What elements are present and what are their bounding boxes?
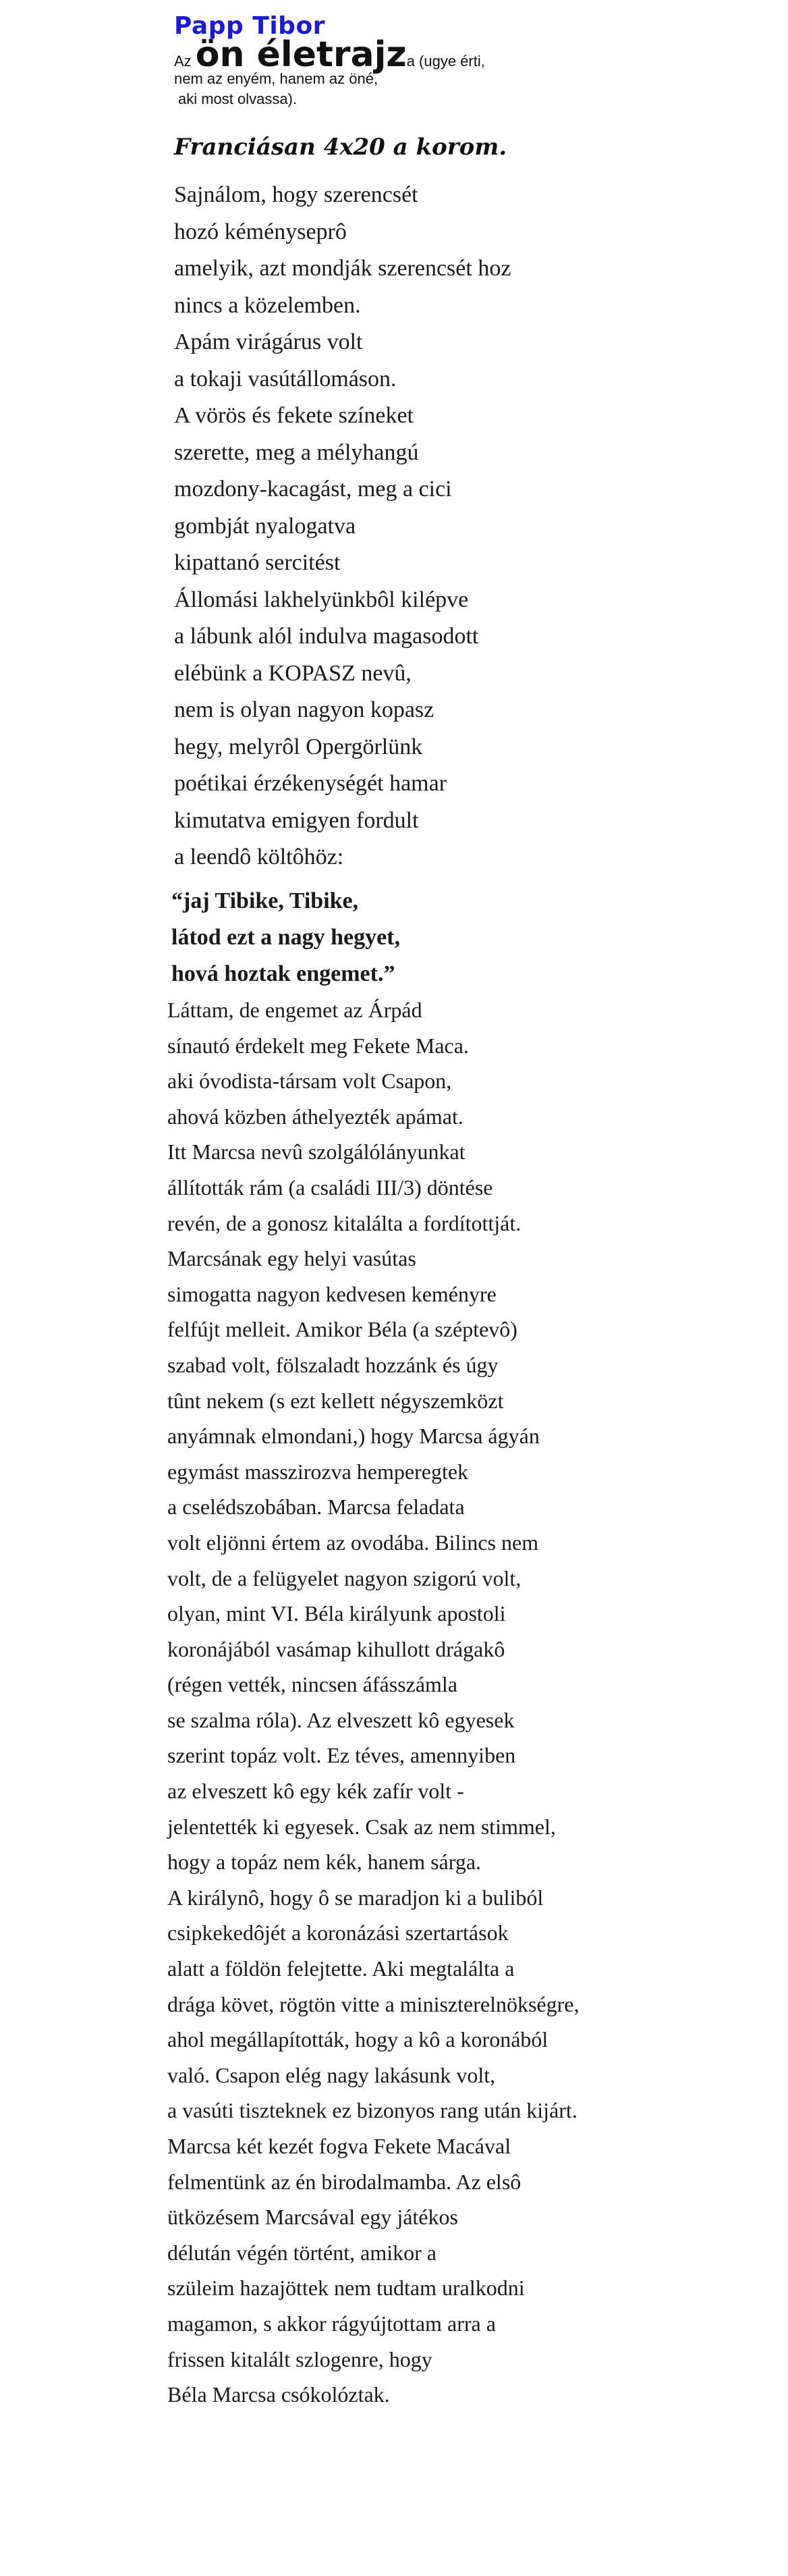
author-name: Papp Tibor [174, 12, 325, 40]
subtitle-line-3: aki most olvassa). [178, 90, 298, 107]
poem-line: Sajnálom, hogy szerencsét [174, 182, 418, 207]
subtitle-line-2: nem az enyém, hanem az öné, [174, 70, 378, 87]
poem-line: olyan, mint VI. Béla királyunk apostoli [167, 1601, 506, 1626]
poem-line: volt, de a felügyelet nagyon szigorú volt, [167, 1565, 522, 1590]
subtitle-prefix: Az [174, 53, 196, 70]
subtitle-line-1 [174, 34, 579, 75]
poem-line: magamon, s akkor rágyújtottam arra a [167, 2311, 496, 2336]
poem-line: nincs a közelemben. [174, 292, 361, 318]
poem-line: hegy, melyrôl Opergörlünk [174, 734, 423, 759]
poem-line: kimutatva emigyen fordult [174, 807, 419, 833]
poem-line: hová hoztak engemet.” [171, 961, 395, 986]
poem-line: poétikai érzékenységét hamar [174, 771, 447, 796]
stanza-1 [174, 177, 511, 876]
poem-line: elébünk a KOPASZ nevû, [174, 660, 412, 686]
poem-line: drága követ, rögtön vitte a miniszterelnökségre, [167, 1991, 580, 2016]
poem-line: “jaj Tibike, Tibike, [171, 888, 359, 913]
poem-line: a tokaji vasútállomáson. [174, 366, 397, 392]
poem-line: szabad volt, fölszaladt hozzánk és úgy [167, 1352, 499, 1377]
poem-line: ahová közben áthelyezték apámat. [167, 1104, 463, 1129]
poem-line: Marcsának egy helyi vasútas [167, 1246, 416, 1271]
poem-line: mozdony-kacagást, meg a cici [174, 477, 452, 502]
poem-line: (régen vették, nincsen áfásszámla [167, 1672, 458, 1697]
poem-line: revén, de a gonosz kitalálta a fordítottját. [167, 1210, 522, 1235]
poem-line: ütközésem Marcsával egy játékos [167, 2205, 458, 2230]
poem-line: simogatta nagyon kedvesen keményre [167, 1281, 497, 1306]
poem-line: a cselédszobában. Marcsa feladata [167, 1495, 465, 1520]
poem-line: hogy a topáz nem kék, hanem sárga. [167, 1850, 482, 1875]
poem-line: gombját nyalogatva [174, 513, 356, 539]
poem-line: Itt Marcsa nevû szolgálólányunkat [167, 1139, 466, 1164]
poem-line: aki óvodista-társam volt Csapon, [167, 1069, 452, 1094]
poem-line: anyámnak elmondani,) hogy Marcsa ágyán [167, 1424, 540, 1449]
poem-line: csipkekedôjét a koronázási szertartások [167, 1921, 509, 1946]
poem-line: szüleim hazajöttek nem tudtam uralkodni [167, 2276, 525, 2301]
poem-line: amelyik, azt mondják szerencsét hoz [174, 256, 511, 281]
poem-line: koronájából vasámap kihullott drágakô [167, 1636, 505, 1661]
poem-line: Állomási lakhelyünkbôl kilépve [174, 587, 469, 612]
poem-line: A királynô, hogy ô se maradjon ki a buliból [167, 1885, 544, 1910]
poem-line: hozó kéményseprô [174, 219, 347, 244]
poem-line: szerint topáz volt. Ez téves, amennyiben [167, 1743, 516, 1768]
subtitle [174, 34, 579, 109]
poem-line: se szalma róla). Az elveszett kô egyesek [167, 1707, 515, 1732]
poem-line: Béla Marcsa csókolóztak. [167, 2382, 390, 2407]
poem-line: Marcsa két kezét fogva Fekete Macával [167, 2134, 511, 2158]
poem-line: látod ezt a nagy hegyet, [171, 925, 401, 950]
subtitle-suffix: a (ugye érti, [406, 53, 485, 70]
poem-line: nem is olyan nagyon kopasz [174, 697, 434, 722]
poem-line: az elveszett kô egy kék zafír volt - [167, 1779, 464, 1804]
poem-line: volt eljönni értem az ovodába. Bilincs nem [167, 1530, 539, 1555]
poem-line: állították rám (a családi III/3) döntése [167, 1175, 493, 1200]
stanza-2 [167, 992, 579, 2413]
poem-line: egymást masszirozva hemperegtek [167, 1459, 469, 1484]
poem-line: szerette, meg a mélyhangú [174, 439, 419, 465]
poem-line: felfújt melleit. Amikor Béla (a széptevô) [167, 1317, 517, 1342]
poem-line: a vasúti tiszteknek ez bizonyos rang után kijárt. [167, 2098, 578, 2123]
poem-line: a leendô költôhöz: [174, 844, 344, 869]
poem-line: délután végén történt, amikor a [167, 2240, 437, 2265]
poem-line: tûnt nekem (s ezt kellett négyszemközt [167, 1388, 504, 1413]
poem-line: kipattanó sercitést [174, 550, 341, 575]
poem-line: felmentünk az én birodalmamba. Az elsô [167, 2169, 522, 2194]
subtitle-title: ön életrajz [195, 34, 407, 75]
quoted-verse [171, 883, 400, 992]
poem-line: jelentették ki egyesek. Csak az nem stimmel, [167, 1814, 556, 1839]
poem-heading: Franciásan 4x20 a korom. [174, 134, 507, 161]
poem-line: alatt a földön felejtette. Aki megtalálta a [167, 1956, 515, 1981]
poem-line: frissen kitalált szlogenre, hogy [167, 2346, 432, 2371]
poem-line: sínautó érdekelt meg Fekete Maca. [167, 1033, 469, 1058]
poem-line: ahol megállapították, hogy a kô a koronából [167, 2027, 548, 2052]
poem-line: Apám virágárus volt [174, 329, 363, 354]
poem-line: Láttam, de engemet az Árpád [167, 998, 422, 1022]
poem-line: a lábunk alól indulva magasodott [174, 624, 479, 649]
poem-line: A vörös és fekete színeket [174, 403, 414, 428]
poem-line: való. Csapon elég nagy lakásunk volt, [167, 2062, 496, 2087]
